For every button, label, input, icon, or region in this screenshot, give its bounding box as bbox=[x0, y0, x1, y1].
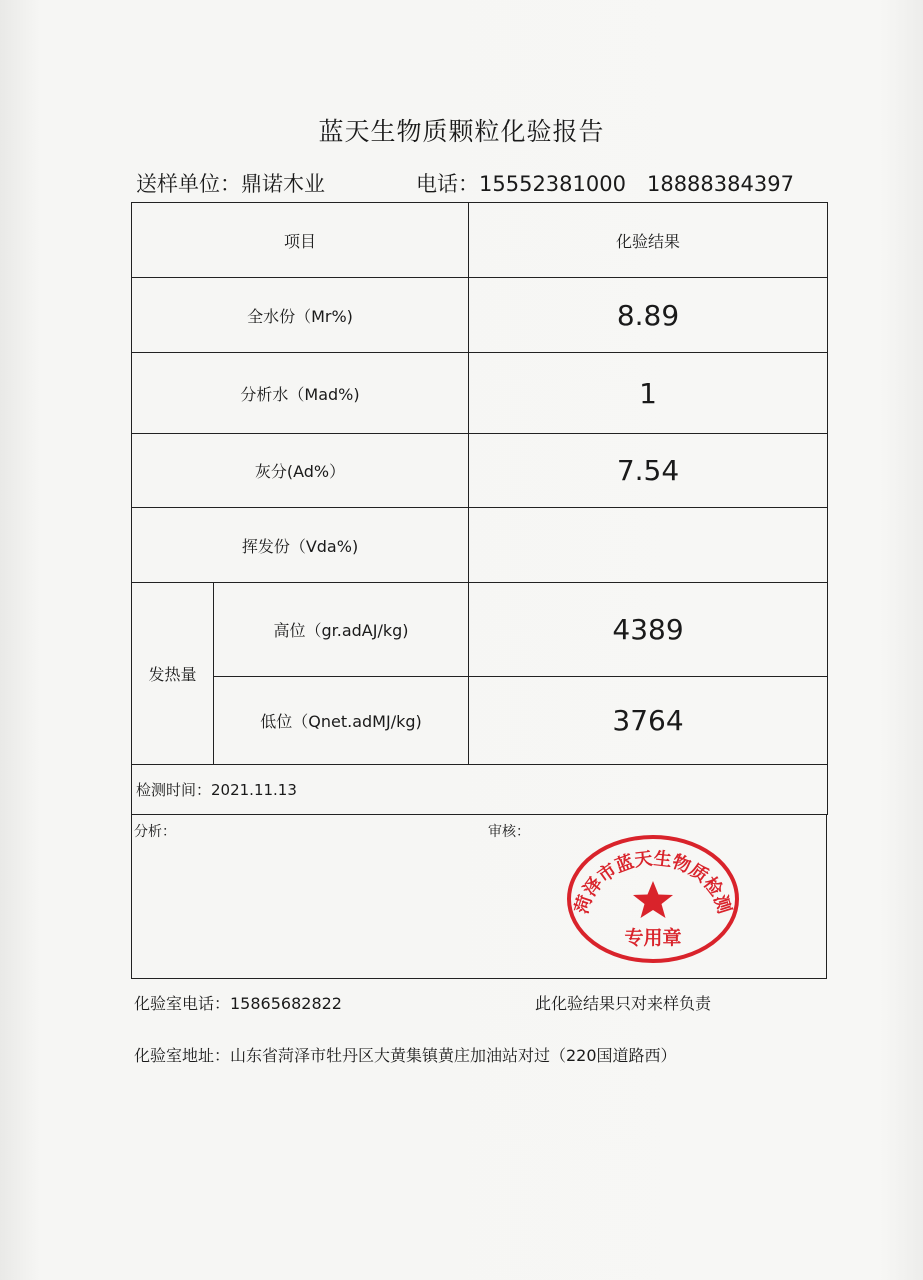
row-label: 挥发份（Vda%) bbox=[132, 508, 469, 583]
sender-unit: 送样单位：鼎诺木业 bbox=[136, 172, 325, 196]
report-title: 蓝天生物质颗粒化验报告 bbox=[318, 117, 605, 146]
row-value: 3764 bbox=[469, 677, 828, 765]
disclaimer: 此化验结果只对来样负责 bbox=[535, 994, 712, 1013]
row-value: 7.54 bbox=[469, 434, 828, 508]
table-row bbox=[132, 434, 828, 508]
row-value: 4389 bbox=[469, 583, 828, 677]
row-label: 分析水（Mad%) bbox=[132, 353, 469, 434]
heat-group-label: 发热量 bbox=[132, 583, 214, 765]
header-result: 化验结果 bbox=[469, 203, 828, 278]
table-row bbox=[132, 278, 828, 353]
star-icon bbox=[633, 881, 673, 918]
lab-address: 化验室地址：山东省菏泽市牡丹区大黄集镇黄庄加油站对过（220国道路西） bbox=[134, 1046, 677, 1065]
sender-phone: 电话：15552381000 18888384397 bbox=[416, 172, 794, 196]
row-value: 1 bbox=[469, 353, 828, 434]
test-time: 检测时间：2021.11.13 bbox=[132, 765, 828, 815]
stamp-bottom-text: 专用章 bbox=[624, 927, 682, 949]
table-row bbox=[132, 508, 828, 583]
table-row bbox=[132, 677, 828, 765]
test-time-row bbox=[132, 765, 828, 815]
results-table bbox=[131, 202, 828, 815]
review-label: 审核： bbox=[488, 824, 530, 840]
row-value: 8.89 bbox=[469, 278, 828, 353]
row-label: 全水份（Mr%) bbox=[132, 278, 469, 353]
lab-phone: 化验室电话：15865682822 bbox=[134, 994, 342, 1013]
stamp-arc-text: 菏泽市蓝天生物质检测 bbox=[571, 848, 735, 917]
row-label: 灰分(Ad%） bbox=[132, 434, 469, 508]
row-value bbox=[469, 508, 828, 583]
table-row bbox=[132, 353, 828, 434]
table-row bbox=[132, 583, 828, 677]
analysis-label: 分析： bbox=[134, 824, 176, 840]
row-label: 高位（gr.adAJ/kg) bbox=[214, 583, 469, 677]
header-item: 项目 bbox=[132, 203, 469, 278]
table-header-row bbox=[132, 203, 828, 278]
official-seal-stamp bbox=[565, 833, 741, 963]
row-label: 低位（Qnet.adMJ/kg) bbox=[214, 677, 469, 765]
